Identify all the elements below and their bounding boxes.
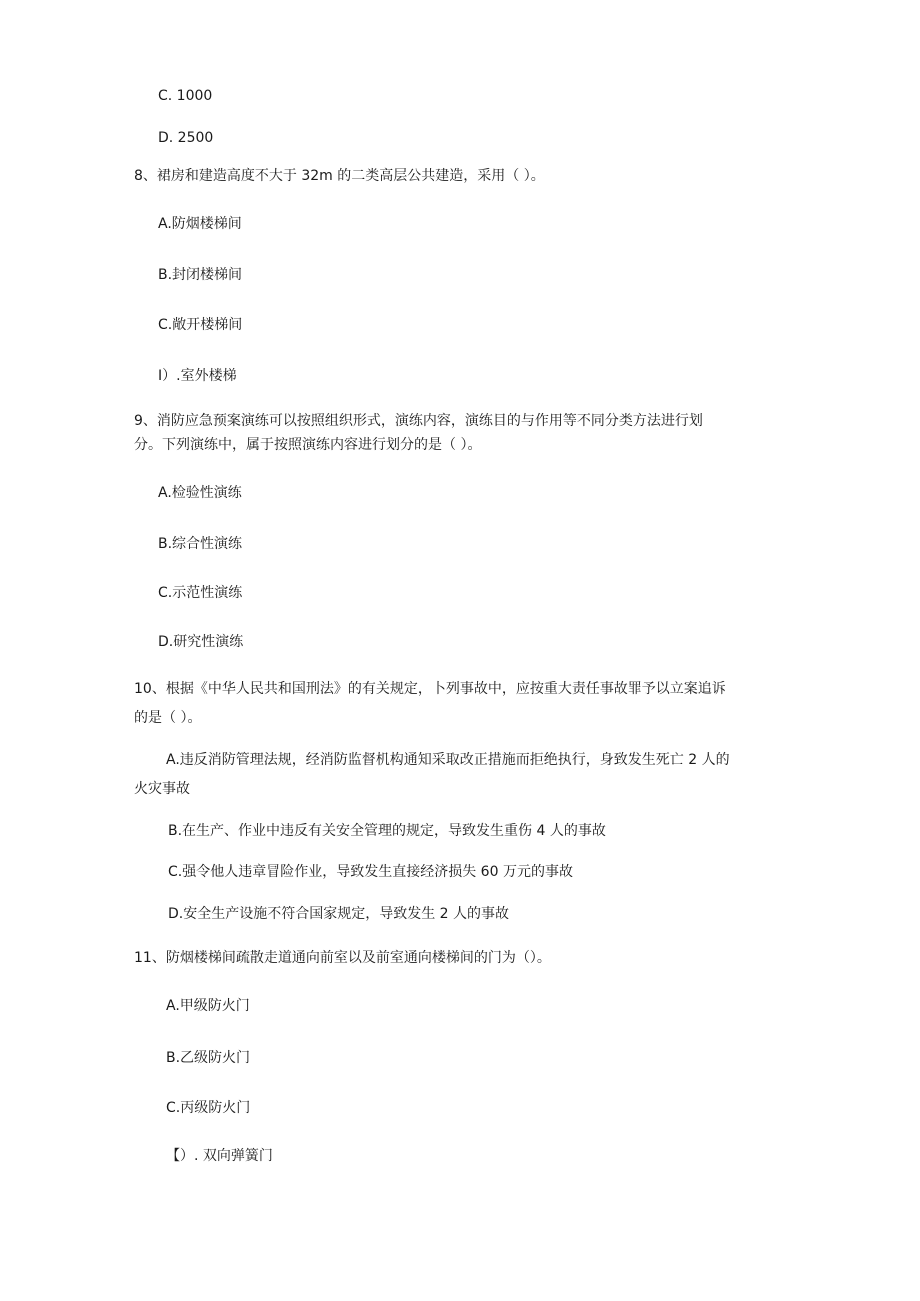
question-10-option-a-line1: A.违反消防管理法规，经消防监督机构通知采取改正措施而拒绝执行，身致发生死亡 2 人的 — [166, 752, 730, 768]
question-8-option-c: C.敞开楼梯间 — [158, 317, 243, 333]
question-11-option-a: A.甲级防火门 — [166, 998, 250, 1014]
question-8-option-b: B.封闭楼梯间 — [158, 267, 243, 283]
question-11-option-d: 【）. 双向弹簧门 — [166, 1148, 273, 1164]
question-9-stem-line2: 分。下列演练中，属于按照演练内容进行划分的是（ ）。 — [134, 437, 482, 453]
question-10-stem-line1: 10、根据《中华人民共和国刑法》的有关规定，卜列事故中，应按重大责任事故罪予以立案追诉 — [134, 681, 726, 697]
question-9-option-d: D.研究性演练 — [158, 634, 244, 650]
prev-option-c: C. 1000 — [158, 88, 213, 104]
question-11-option-c: C.丙级防火门 — [166, 1100, 251, 1116]
question-11-stem: 11、防烟楼梯间疏散走道通向前室以及前室通向楼梯间的门为（）。 — [134, 950, 551, 966]
question-9-option-a: A.检验性演练 — [158, 485, 242, 501]
question-8-option-a: A.防烟楼梯间 — [158, 216, 242, 232]
question-11-option-b: B.乙级防火门 — [166, 1050, 251, 1066]
question-10-option-d: D.安全生产设施不符合国家规定，导致发生 2 人的事故 — [168, 906, 510, 922]
question-9-option-b: B.综合性演练 — [158, 536, 243, 552]
question-10-stem-line2: 的是（ ）。 — [134, 710, 202, 726]
prev-option-d: D. 2500 — [158, 130, 214, 146]
question-9-option-c: C.示范性演练 — [158, 585, 243, 601]
question-9-stem-line1: 9、消防应急预案演练可以按照组织形式，演练内容，演练目的与作用等不同分类方法进行划 — [134, 413, 703, 429]
question-8-option-d: I）.室外楼梯 — [158, 368, 237, 384]
question-8-stem: 8、裙房和建造高度不大于 32m 的二类高层公共建造，采用（ ）。 — [134, 168, 545, 184]
question-10-option-c: C.强令他人违章冒险作业，导致发生直接经济损失 60 万元的事故 — [168, 864, 573, 880]
question-10-option-a-line2: 火灾事故 — [134, 781, 190, 797]
question-10-option-b: B.在生产、作业中违反有关安全管理的规定，导致发生重伤 4 人的事故 — [168, 823, 606, 839]
